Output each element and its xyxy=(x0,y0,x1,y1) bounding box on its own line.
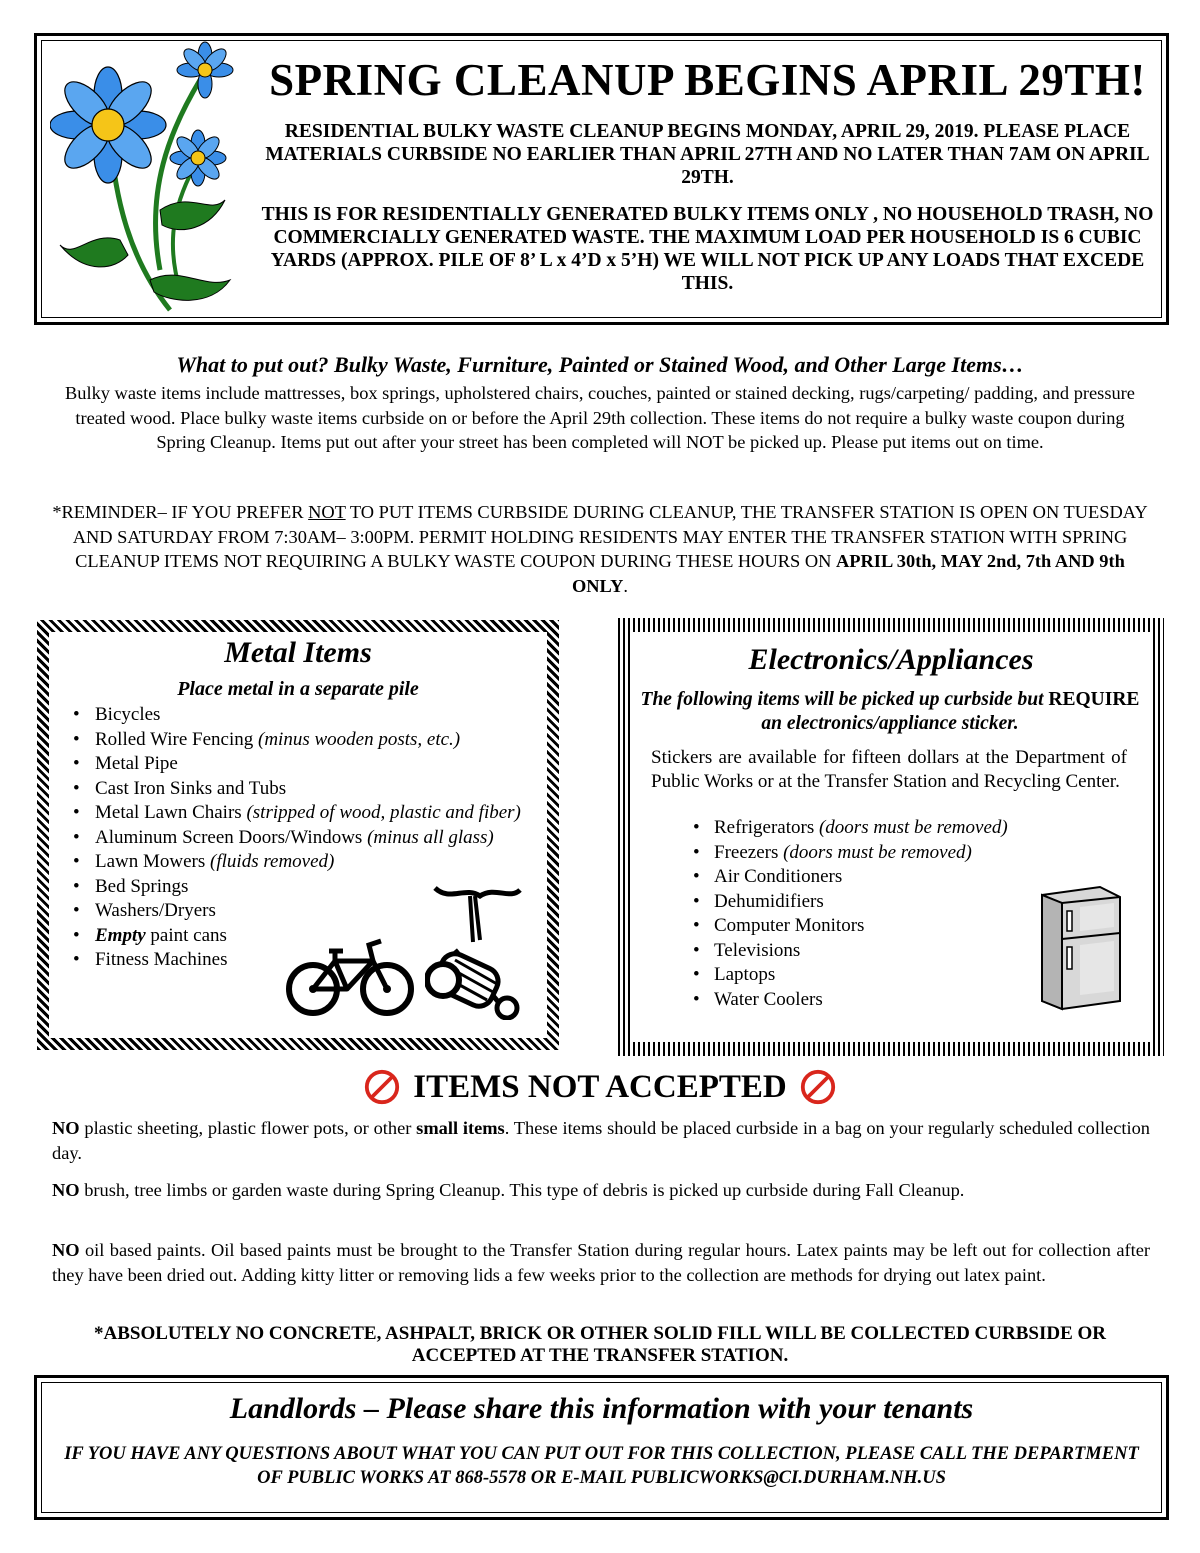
no-label: NO xyxy=(52,1180,80,1200)
list-item xyxy=(70,728,540,753)
item-text: Bed Springs xyxy=(95,875,189,897)
no-brush-paragraph xyxy=(52,1178,1150,1203)
electronics-subtitle xyxy=(640,688,1140,736)
electronics-title: Electronics/Appliances xyxy=(748,643,1034,676)
item-text: Dehumidifiers xyxy=(714,890,824,912)
bicycle-icon xyxy=(285,935,415,1017)
subtitle-require: REQUIRE xyxy=(1048,689,1140,710)
no-small-items-paragraph xyxy=(52,1116,1150,1165)
item-text: Aluminum Screen Doors/Windows xyxy=(95,826,368,848)
subtitle-end: an electronics/appliance sticker. xyxy=(761,713,1019,734)
metal-items-subtitle: Place metal in a separate pile xyxy=(177,678,419,700)
list-item xyxy=(70,703,540,728)
reminder-text-end: . xyxy=(623,575,629,596)
bulky-waste-description: Bulky waste items include mattresses, box springs, upholstered chairs, couches, painted or stained decking, rugs/carpeting/ padding, and pressure treated wood. Place bulky waste items curbside on or before the April 29th collection. These items do not require a bulky waste coupon during Spring Cleanup. Items put out after your street has been completed will NOT be picked up. Please put items out on time. xyxy=(65,383,1135,452)
flower-icon xyxy=(50,40,250,315)
what-to-put-out-heading: What to put out? Bulky Waste, Furniture, Painted or Stained Wood, and Other Large Items… xyxy=(176,352,1024,377)
item-note: (doors must be removed) xyxy=(818,817,1008,838)
item-text: Fitness Machines xyxy=(95,949,228,970)
item-text: Metal Lawn Chairs xyxy=(95,802,247,823)
item-text: Refrigerators xyxy=(714,817,819,838)
refrigerator-icon xyxy=(1030,883,1125,1013)
heading-text: ITEMS NOT ACCEPTED xyxy=(413,1068,787,1105)
item-text: Computer Monitors xyxy=(714,915,865,936)
reminder-not: NOT xyxy=(308,502,346,522)
list-item xyxy=(70,752,540,777)
item-text: Freezers xyxy=(714,841,784,863)
list-item xyxy=(690,841,1090,866)
item-note: (minus wooden posts, etc.) xyxy=(258,728,461,750)
landlords-title: Landlords – Please share this information with your tenants xyxy=(229,1392,974,1425)
paragraph-text: brush, tree limbs or garden waste during Spring Cleanup. This type of debris is picked up curbside during Fall Cleanup. xyxy=(79,1180,965,1200)
lawn-mower-icon xyxy=(425,880,525,1020)
item-text: Empty xyxy=(95,924,146,946)
no-label: NO xyxy=(52,1240,80,1260)
small-items-label: small items xyxy=(416,1118,505,1138)
item-note: (stripped of wood, plastic and fiber) xyxy=(246,802,521,823)
no-concrete-notice: *ABSOLUTELY NO CONCRETE, ASHPALT, BRICK OR OTHER SOLID FILL WILL BE COLLECTED CURBSIDE OR ACCEPTED AT THE TRANSFER STATION. xyxy=(93,1323,1107,1366)
list-item xyxy=(70,826,540,851)
reminder-text-start: *REMINDER– IF YOU PREFER xyxy=(52,502,309,522)
no-label: NO xyxy=(52,1118,80,1138)
page-title: SPRING CLEANUP BEGINS APRIL 29TH! xyxy=(269,55,1146,105)
item-text: Cast Iron Sinks and Tubs xyxy=(95,777,287,799)
subtitle-start: The following items will be picked up curbside but xyxy=(640,689,1049,710)
list-item xyxy=(70,801,540,826)
item-text: Washers/Dryers xyxy=(95,900,216,921)
item-note: (minus all glass) xyxy=(367,826,494,848)
reminder-dates: APRIL 30th, MAY 2nd, 7th AND 9th ONLY xyxy=(571,551,1125,596)
prohibited-icon xyxy=(363,1068,401,1106)
prohibited-icon xyxy=(799,1068,837,1106)
item-text: Lawn Mowers xyxy=(95,851,211,872)
list-item xyxy=(70,777,540,802)
items-not-accepted-header xyxy=(0,1068,1200,1108)
item-text: Water Coolers xyxy=(714,988,823,1010)
reminder-text-middle: TO PUT ITEMS CURBSIDE DURING CLEANUP, THE TRANSFER STATION IS OPEN ON TUESDAY AND SATURDAY FROM 7:30AM– 3:00PM. PERMIT HOLDING RESIDENTS MAY ENTER THE TRANSFER STATION WITH SPRING CLEANUP ITEMS NOT REQUIRING A BULKY WASTE COUPON DURING THESE HOURS ON xyxy=(72,502,1148,571)
item-text: Air Conditioners xyxy=(714,866,843,887)
transfer-station-reminder xyxy=(50,500,1150,598)
paragraph-text: plastic sheeting, plastic flower pots, or other xyxy=(79,1118,417,1138)
contact-info: IF YOU HAVE ANY QUESTIONS ABOUT WHAT YOU CAN PUT OUT FOR THIS COLLECTION, PLEASE CALL THE DEPARTMENT OF PUBLIC WORKS AT 868-5578 OR E-MAIL PUBLICWORKS@CI.DURHAM.NH.US xyxy=(64,1444,1139,1488)
item-note: (doors must be removed) xyxy=(783,841,972,863)
item-text: Laptops xyxy=(714,964,776,985)
item-text: Televisions xyxy=(714,939,801,961)
item-text: Rolled Wire Fencing xyxy=(95,728,258,750)
item-text: Bicycles xyxy=(95,704,161,725)
items-not-accepted-heading xyxy=(363,1068,836,1106)
list-item xyxy=(690,816,1090,841)
item-note: (fluids removed) xyxy=(210,851,335,872)
list-item xyxy=(70,850,540,875)
paragraph-text: oil based paints. Oil based paints must be brought to the Transfer Station during regular hours. Latex paints may be left out for collection after they have been dried out. Adding kitty litter or removing lids a few weeks prior to the collection are methods for drying out latex paint. xyxy=(52,1240,1150,1285)
no-oil-paint-paragraph xyxy=(52,1238,1150,1287)
sticker-info: Stickers are available for fifteen dollars at the Department of Public Works or at the Transfer Station and Recycling Center. xyxy=(651,747,1127,792)
cleanup-dates-notice: RESIDENTIAL BULKY WASTE CLEANUP BEGINS MONDAY, APRIL 29, 2019. PLEASE PLACE MATERIALS CURBSIDE NO EARLIER THAN APRIL 27TH AND NO LATER THAN 7AM ON APRIL 29TH. xyxy=(265,121,1150,188)
item-text: Metal Pipe xyxy=(95,753,178,774)
item-note: paint cans xyxy=(145,924,227,946)
load-limit-notice: THIS IS FOR RESIDENTIALLY GENERATED BULKY ITEMS ONLY , NO HOUSEHOLD TRASH, NO COMMERCIALLY GENERATED WASTE. THE MAXIMUM LOAD PER HOUSEHOLD IS 6 CUBIC YARDS (APPROX. PILE OF 8’ L x 4’D x 5’H) WE WILL NOT PICK UP ANY LOADS THAT EXCEDE THIS. xyxy=(261,204,1154,294)
metal-items-title: Metal Items xyxy=(224,636,372,669)
paragraph-text: . These items should be placed curbside in a bag on your regularly scheduled collection day. xyxy=(52,1118,1150,1163)
